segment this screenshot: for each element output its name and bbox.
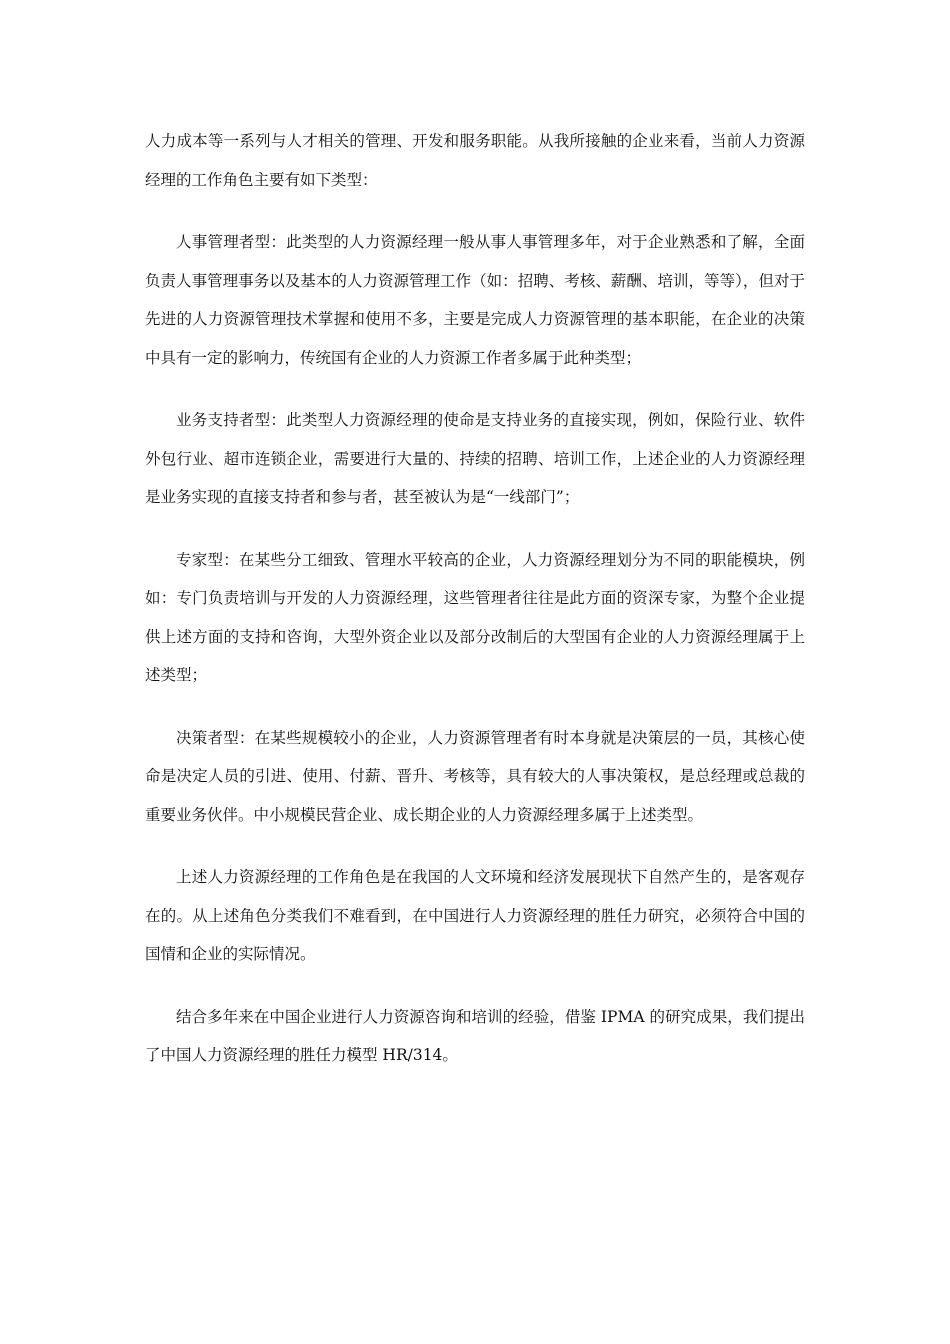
- paragraph-spacer: [145, 974, 805, 998]
- paragraph-spacer: [145, 199, 805, 223]
- paragraph-business-supporter-type: 业务支持者型：此类型人力资源经理的使命是支持业务的直接实现，例如，保险行业、软件外包行业、超市连锁企业，需要进行大量的、持续的招聘、培训工作，上述企业的人力资源经理是业务实现的直接支持者和参与者，甚至被认为是“一线部门”；: [145, 411, 805, 506]
- paragraph-spacer: [145, 517, 805, 541]
- paragraph-spacer: [145, 377, 805, 401]
- paragraph-spacer: [145, 695, 805, 719]
- paragraph-expert-type: 专家型：在某些分工细致、管理水平较高的企业，人力资源经理划分为不同的职能模块，例如：专门负责培训与开发的人力资源经理，这些管理者往往是此方面的资深专家，为整个企业提供上述方面的支持和咨询，大型外资企业以及部分改制后的大型国有企业的人力资源经理属于上述类型；: [145, 550, 805, 684]
- paragraph-roles-summary: 上述人力资源经理的工作角色是在我国的人文环境和经济发展现状下自然产生的，是客观存在的。从上述角色分类我们不难看到，在中国进行人力资源经理的胜任力研究，必须符合中国的国情和企业的实际情况。: [145, 868, 805, 963]
- paragraph-competency-model: 结合多年来在中国企业进行人力资源咨询和培训的经验，借鉴 IPMA 的研究成果，我们提出了中国人力资源经理的胜任力模型 HR/314。: [145, 1007, 805, 1064]
- paragraph-decision-maker-type: 决策者型：在某些规模较小的企业，人力资源管理者有时本身就是决策层的一员，其核心使命是决定人员的引进、使用、付薪、晋升、考核等，具有较大的人事决策权，是总经理或总裁的重要业务伙伴。中小规模民营企业、成长期企业的人力资源经理多属于上述类型。: [145, 728, 805, 824]
- document-body: [145, 122, 805, 1075]
- paragraph-continuation: 人力成本等一系列与人才相关的管理、开发和服务职能。从我所接触的企业来看，当前人力资源经理的工作角色主要有如下类型：: [145, 132, 805, 189]
- paragraph-personnel-manager-type: 人事管理者型：此类型的人力资源经理一般从事人事管理多年，对于企业熟悉和了解，全面负责人事管理事务以及基本的人力资源管理工作（如：招聘、考核、薪酬、培训，等等），但对于先进的人力资源管理技术掌握和使用不多，主要是完成人力资源管理的基本职能，在企业的决策中具有一定的影响力，传统国有企业的人力资源工作者多属于此种类型；: [145, 233, 805, 367]
- paragraph-spacer: [145, 834, 805, 858]
